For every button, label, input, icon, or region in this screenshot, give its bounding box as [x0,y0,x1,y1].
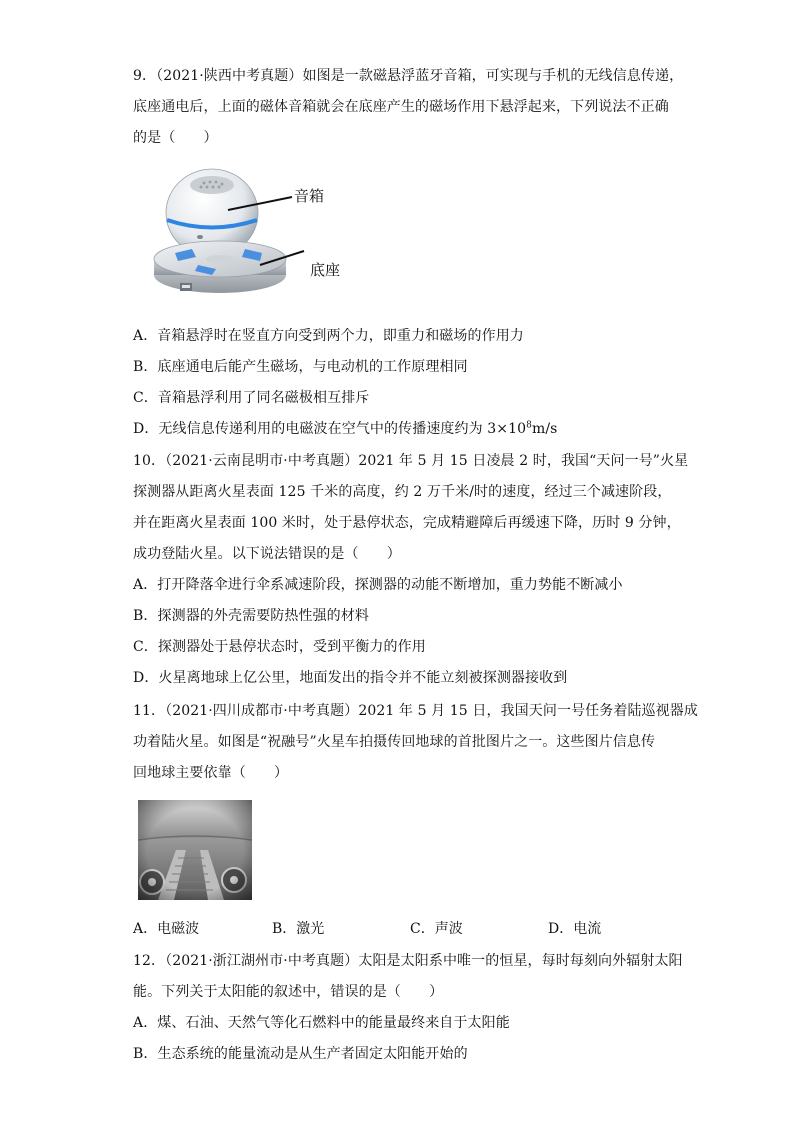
q12-stem-line-2: 能。下列关于太阳能的叙述中，错误的是（ ） [133,984,444,1000]
q11-option-c: C．声波 [410,921,463,937]
figure-label-base: 底座 [310,261,341,279]
q9-option-a: A．音箱悬浮时在竖直方向受到两个力，即重力和磁场的作用力 [133,328,524,344]
q12-option-a: A．煤、石油、天然气等化石燃料中的能量最终来自于太阳能 [133,1015,510,1031]
q10-stem-line-4: 成功登陆火星。以下说法错误的是（ ） [133,546,401,562]
q11-option-b: B．激光 [272,921,325,937]
q9-option-d: D．无线信息传递利用的电磁波在空气中的传播速度约为 $3\times 10^8m/s$ [133,420,558,437]
q10-stem-line-1: 10．（2021·云南昆明市·中考真题）2021 年 5 月 15 日凌晨 2 时，我国“天问一号”火星 [133,453,689,469]
q9-stem-line-2: 底座通电后，上面的磁体音箱就会在底座产生的磁场作用下悬浮起来，下列说法不正确 [133,99,669,115]
q9-option-c: C．音箱悬浮利用了同名磁极相互排斥 [133,390,370,406]
mars-rover-photo [138,800,252,900]
q9-stem-line-3: 的是（ ） [133,130,218,146]
q11-stem-line-1: 11．（2021·四川成都市·中考真题）2021 年 5 月 15 日，我国天问一号任务着陆巡视器成 [133,703,698,719]
q10-stem-line-3: 并在距离火星表面 100 米时，处于悬停状态，完成精避障后再缓速下降，历时 9 分钟， [133,515,681,531]
q10-option-c: C．探测器处于悬停状态时，受到平衡力的作用 [133,639,426,655]
q10-option-b: B．探测器的外壳需要防热性强的材料 [133,608,369,624]
q11-stem-line-2: 功着陆火星。如图是“祝融号”火星车拍摄传回地球的首批图片之一。这些图片信息传 [133,734,656,750]
q11-option-d: D．电流 [548,921,602,937]
q10-option-d: D．火星离地球上亿公里，地面发出的指令并不能立刻被探测器接收到 [133,670,568,686]
q11-option-a: A．电磁波 [133,921,200,937]
q9-option-b: B．底座通电后能产生磁场，与电动机的工作原理相同 [133,359,468,375]
figure-label-speaker: 音箱 [294,187,325,205]
q10-stem-line-2: 探测器从距离火星表面 125 千米的高度，约 2 万千米/时的速度，经过三个减速阶段， [133,484,672,500]
q11-stem-line-3: 回地球主要依靠（ ） [133,765,289,781]
maglev-speaker-figure [140,165,360,315]
speaker-base [154,241,286,293]
q10-option-a: A．打开降落伞进行伞系减速阶段，探测器的动能不断增加，重力势能不断减小 [133,577,623,593]
q9-stem-line-1: 9．（2021·陕西中考真题）如图是一款磁悬浮蓝牙音箱，可实现与手机的无线信息传递， [133,68,684,84]
q12-option-b: B．生态系统的能量流动是从生产者固定太阳能开始的 [133,1046,468,1062]
q12-stem-line-1: 12．（2021·浙江湖州市·中考真题）太阳是太阳系中唯一的恒星，每时每刻向外辐射太阳 [133,953,683,969]
